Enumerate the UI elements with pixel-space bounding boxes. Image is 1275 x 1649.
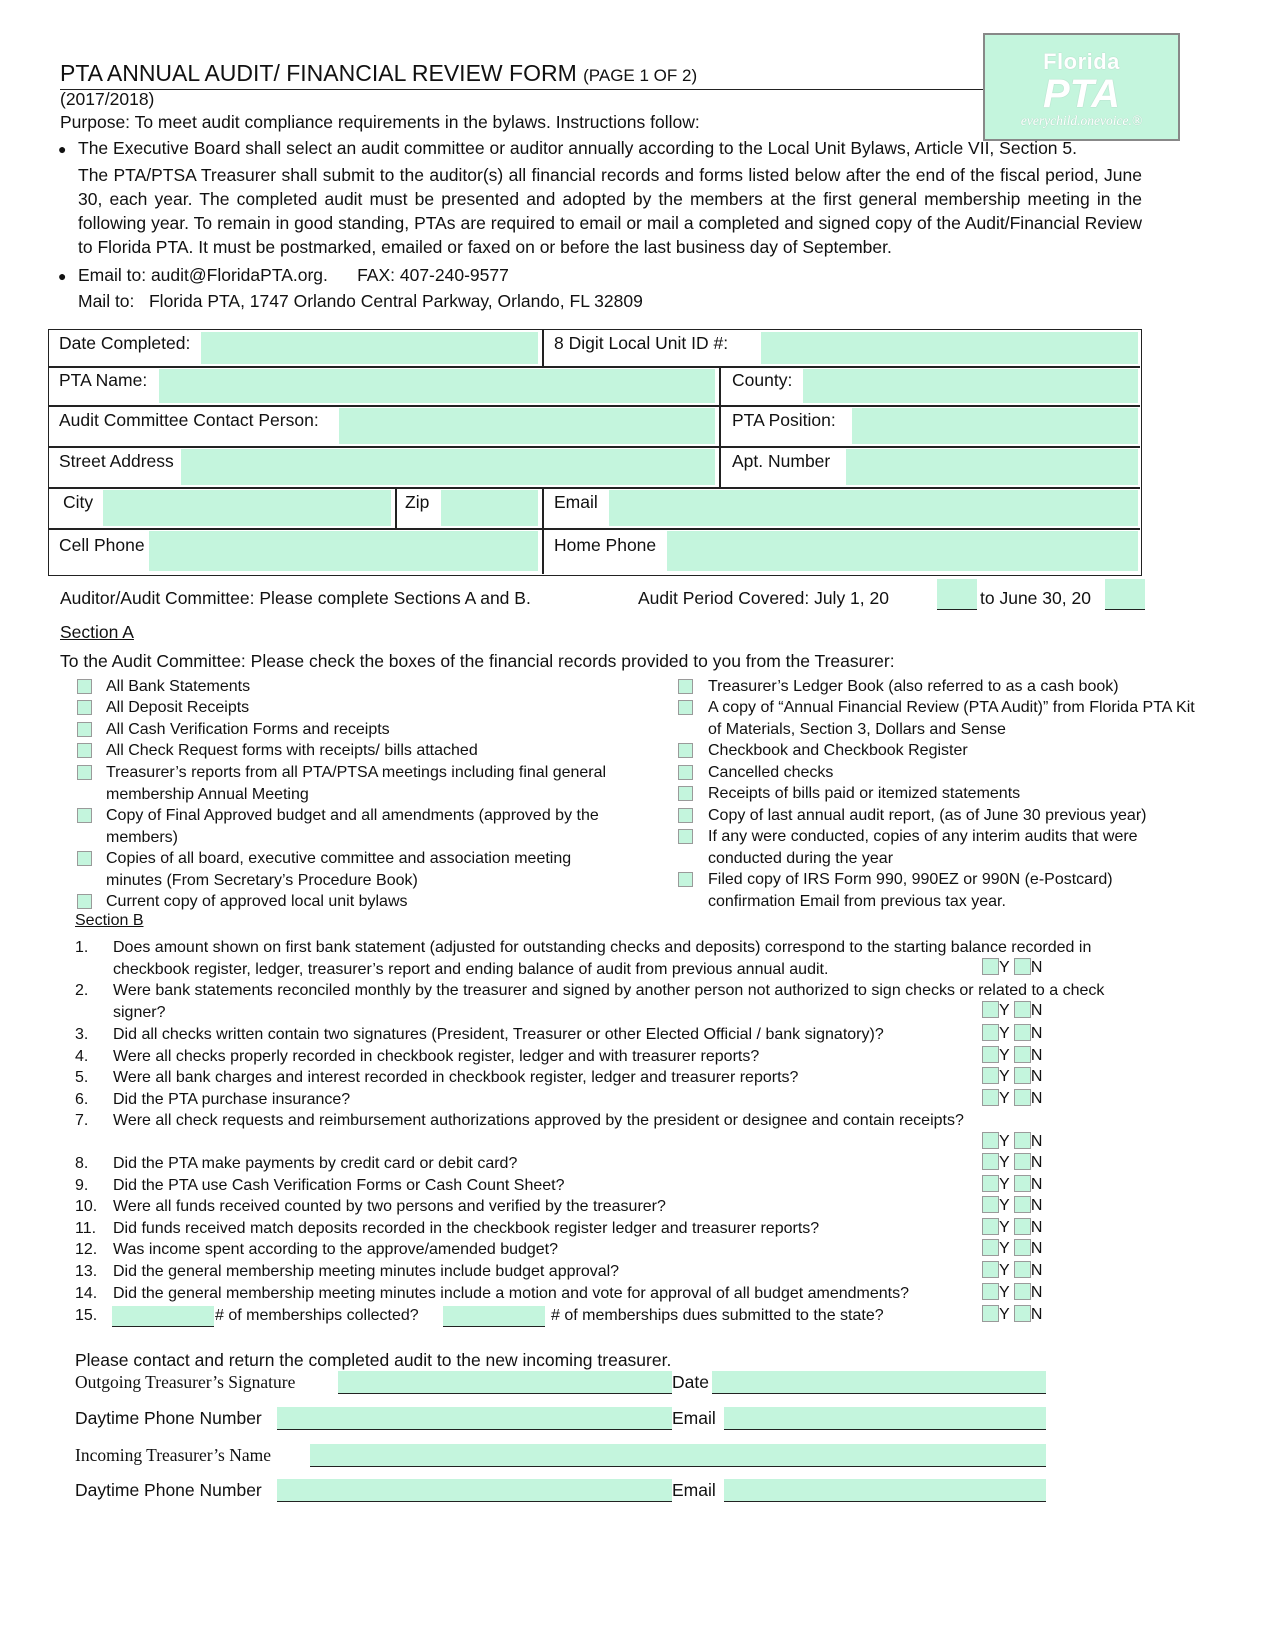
yes-checkbox[interactable] (982, 1239, 999, 1256)
no-checkbox[interactable] (1014, 1153, 1031, 1170)
zip-label: Zip (405, 492, 430, 512)
form-title-text: PTA ANNUAL AUDIT/ FINANCIAL REVIEW FORM (60, 60, 577, 86)
yes-label: Y (999, 1176, 1010, 1193)
question-text: Was income spent according to the approve/amended budget? (113, 1241, 559, 1258)
table-rule (49, 405, 1140, 407)
question-text: Did the general membership meeting minutes include a motion and vote for approval of all budget amendments? (113, 1285, 910, 1302)
question-number: 6. (75, 1091, 89, 1108)
question-number: 13. (75, 1263, 98, 1280)
yes-label: Y (999, 1197, 1010, 1214)
cell-phone-field[interactable] (149, 531, 538, 571)
county-field[interactable] (803, 369, 1138, 403)
no-checkbox[interactable] (1014, 1001, 1031, 1018)
table-rule (49, 487, 1140, 489)
street-address-field[interactable] (181, 449, 715, 485)
unit-id-label: 8 Digit Local Unit ID #: (554, 333, 729, 353)
record-item: All Cash Verification Forms and receipts (106, 721, 390, 738)
instruction-bullet-1: The Executive Board shall select an audit committee or auditor annually according to the Local Unit Bylaws, Article VII, Section 5. (78, 138, 1077, 158)
no-label: N (1030, 1306, 1043, 1323)
instruction-paragraph: The PTA/PTSA Treasurer shall submit to the auditor(s) all financial records and forms listed below after the end of the fiscal period, June 30, each year. The completed audit must be presented and adopted by the members at the first general membership meeting in the following year. To remain in good standing, PTAs are required to email or mail a completed and signed copy of the Audit/Financial Review to Florida PTA. It must be postmarked, emailed or faxed on or before the last business day of September. (78, 165, 1142, 257)
records-checkbox[interactable] (77, 851, 92, 866)
records-checkbox[interactable] (678, 700, 693, 715)
no-label: N (1030, 1219, 1043, 1236)
table-rule (719, 366, 721, 488)
table-rule (49, 366, 1140, 368)
question-text: Does amount shown on first bank statement (adjusted for outstanding checks and deposits) correspond to the starting balance recorded in checkbook register, ledger, treasurer’s report and ending balance of audit from previous annual audit. (113, 939, 1092, 978)
incoming-email-field[interactable] (724, 1479, 1046, 1502)
no-checkbox[interactable] (1014, 1218, 1031, 1235)
yes-no-group (982, 1175, 1042, 1194)
no-checkbox[interactable] (1014, 1132, 1031, 1149)
apt-number-label: Apt. Number (732, 451, 831, 471)
records-checkbox[interactable] (77, 808, 92, 823)
no-label: N (1030, 959, 1043, 976)
yes-checkbox[interactable] (982, 1001, 999, 1018)
yes-label: Y (999, 1262, 1010, 1279)
date-completed-label: Date Completed: (59, 333, 191, 353)
no-label: N (1030, 1133, 1043, 1150)
outgoing-signature-field[interactable] (338, 1371, 672, 1394)
question-text: Did the PTA make payments by credit card or debit card? (113, 1155, 518, 1172)
purpose-text: Purpose: To meet audit compliance requirements in the bylaws. Instructions follow: (60, 112, 700, 132)
question-number: 2. (75, 982, 89, 999)
question-number: 1. (75, 939, 89, 956)
yes-checkbox[interactable] (982, 1196, 999, 1213)
question-number: 8. (75, 1155, 89, 1172)
yes-checkbox[interactable] (982, 1261, 999, 1278)
no-label: N (1030, 1197, 1043, 1214)
email-label-1: Email (672, 1408, 716, 1428)
yes-no-group (982, 1196, 1042, 1215)
yes-checkbox[interactable] (982, 1283, 999, 1300)
table-rule (395, 487, 397, 528)
yes-label: Y (999, 1219, 1010, 1236)
phone-label-1: Daytime Phone Number (75, 1408, 262, 1428)
records-checkbox[interactable] (77, 679, 92, 694)
incoming-phone-field[interactable] (277, 1479, 672, 1502)
pta-position-field[interactable] (852, 408, 1138, 444)
contact-person-field[interactable] (339, 408, 715, 444)
yes-no-group (982, 1218, 1042, 1237)
question-number: 5. (75, 1069, 89, 1086)
no-label: N (1030, 1154, 1043, 1171)
question-number: 14. (75, 1285, 98, 1302)
date-completed-field[interactable] (201, 332, 538, 364)
question-text: Were all checks properly recorded in checkbook register, ledger and with treasurer reports? (113, 1048, 760, 1065)
question-number: 11. (75, 1220, 97, 1237)
street-address-label: Street Address (59, 451, 174, 471)
incoming-name-field[interactable] (310, 1444, 1046, 1467)
mail-line: Mail to: Florida PTA, 1747 Orlando Central Parkway, Orlando, FL 32809 (78, 291, 643, 311)
question-text: Were all check requests and reimbursement authorizations approved by the president or designee and contain receipts? (113, 1112, 964, 1129)
question-number: 10. (75, 1198, 98, 1215)
question-number: 7. (75, 1112, 89, 1129)
section-a-intro: To the Audit Committee: Please check the boxes of the financial records provided to you from the Treasurer: (60, 651, 895, 671)
yes-label: Y (999, 1025, 1010, 1042)
yes-no-group (982, 1153, 1042, 1172)
question-number: 4. (75, 1048, 89, 1065)
memberships-submitted-label: # of memberships dues submitted to the state? (551, 1307, 884, 1324)
apt-number-field[interactable] (846, 449, 1138, 485)
bullet-icon: ● (58, 141, 67, 157)
yes-label: Y (999, 1133, 1010, 1150)
yes-checkbox[interactable] (982, 1046, 999, 1063)
record-item: Cancelled checks (708, 764, 834, 781)
no-checkbox[interactable] (1014, 958, 1031, 975)
yes-no-group (982, 1305, 1042, 1324)
home-phone-label: Home Phone (554, 535, 657, 555)
record-item: Checkbook and Checkbook Register (708, 742, 968, 759)
no-checkbox[interactable] (1014, 1046, 1031, 1063)
date-label: Date (672, 1372, 709, 1392)
question-text: Did the general membership meeting minutes include budget approval? (113, 1263, 620, 1280)
question-text: Were bank statements reconciled monthly by the treasurer and signed by another person not authorized to sign checks or related to a check signer? (113, 982, 1105, 1021)
question-number: 15. (75, 1307, 98, 1324)
yes-no-group (982, 1089, 1042, 1108)
yes-label: Y (999, 1306, 1010, 1323)
record-item: A copy of “Annual Financial Review (PTA Audit)” from Florida PTA Kit of Materials, Section 3, Dollars and Sense (708, 699, 1195, 738)
record-item: If any were conducted, copies of any interim audits that were conducted during the year (708, 828, 1138, 867)
no-label: N (1030, 1068, 1043, 1085)
audit-end-year-field[interactable] (1105, 579, 1145, 610)
no-label: N (1030, 1025, 1043, 1042)
audit-period-end-label: to June 30, 20 (980, 588, 1091, 608)
county-label: County: (732, 370, 793, 390)
question-number: 12. (75, 1241, 98, 1258)
email-fax-line: Email to: audit@FloridaPTA.org. FAX: 407-240-9577 (78, 265, 509, 285)
table-rule (49, 446, 1140, 448)
yes-label: Y (999, 1090, 1010, 1107)
yes-label: Y (999, 1284, 1010, 1301)
records-checkbox[interactable] (678, 679, 693, 694)
no-checkbox[interactable] (1014, 1239, 1031, 1256)
return-note: Please contact and return the completed audit to the new incoming treasurer. (75, 1350, 672, 1370)
records-checkbox[interactable] (678, 872, 693, 887)
yes-label: Y (999, 1240, 1010, 1257)
records-checkbox[interactable] (678, 786, 693, 801)
question-text: Were all bank charges and interest recorded in checkbook register, ledger and treasurer reports? (113, 1069, 799, 1086)
yes-checkbox[interactable] (982, 1067, 999, 1084)
form-year: (2017/2018) (60, 89, 155, 109)
record-item: Receipts of bills paid or itemized statements (708, 785, 1021, 802)
outgoing-signature-label: Outgoing Treasurer’s Signature (75, 1372, 296, 1392)
unit-id-field[interactable] (761, 332, 1138, 364)
no-label: N (1030, 1284, 1043, 1301)
no-label: N (1030, 1090, 1043, 1107)
question-text: Did the PTA purchase insurance? (113, 1091, 351, 1108)
record-item: All Deposit Receipts (106, 699, 250, 716)
outgoing-email-field[interactable] (724, 1407, 1046, 1430)
no-checkbox[interactable] (1014, 1261, 1031, 1278)
page-note: (PAGE 1 OF 2) (583, 66, 698, 85)
no-label: N (1030, 1240, 1043, 1257)
signature-date-field[interactable] (712, 1371, 1046, 1394)
yes-no-group (982, 1239, 1042, 1258)
no-label: N (1030, 1002, 1043, 1019)
question-number: 3. (75, 1026, 89, 1043)
no-checkbox[interactable] (1014, 1089, 1031, 1106)
yes-checkbox[interactable] (982, 1024, 999, 1041)
yes-label: Y (999, 1068, 1010, 1085)
email-field[interactable] (609, 490, 1138, 526)
email-label: Email (554, 492, 598, 512)
record-item: All Check Request forms with receipts/ bills attached (106, 742, 478, 759)
logo-text-pta: PTA (1042, 72, 1121, 116)
table-rule (542, 330, 544, 366)
committee-instruction: Auditor/Audit Committee: Please complete Sections A and B. (60, 588, 531, 608)
question-number: 9. (75, 1177, 89, 1194)
home-phone-field[interactable] (667, 531, 1138, 571)
section-a-heading: Section A (60, 622, 134, 642)
no-checkbox[interactable] (1014, 1024, 1031, 1041)
logo-tagline: everychild.onevoice.® (1020, 113, 1143, 128)
no-label: N (1030, 1262, 1043, 1279)
no-checkbox[interactable] (1014, 1305, 1031, 1322)
zip-field[interactable] (441, 490, 538, 526)
question-text: Did funds received match deposits recorded in the checkbook register ledger and treasurer reports? (113, 1220, 820, 1237)
table-rule (542, 487, 544, 574)
memberships-collected-field[interactable] (112, 1306, 214, 1327)
yes-checkbox[interactable] (982, 1089, 999, 1106)
pta-name-label: PTA Name: (59, 370, 148, 390)
no-checkbox[interactable] (1014, 1067, 1031, 1084)
yes-checkbox[interactable] (982, 1132, 999, 1149)
city-field[interactable] (103, 490, 391, 526)
record-item: Copy of last annual audit report, (as of June 30 previous year) (708, 807, 1147, 824)
question-text: Did the PTA use Cash Verification Forms or Cash Count Sheet? (113, 1177, 565, 1194)
pta-name-field[interactable] (159, 369, 715, 403)
logo-text-florida: Florida (1043, 49, 1120, 74)
records-checkbox[interactable] (678, 743, 693, 758)
audit-period-start-label: Audit Period Covered: July 1, 20 (638, 588, 889, 608)
question-text: Were all funds received counted by two persons and verified by the treasurer? (113, 1198, 666, 1215)
florida-pta-logo (983, 33, 1180, 141)
yes-no-group (982, 958, 1042, 977)
audit-start-year-field[interactable] (937, 579, 977, 610)
record-item: Copies of all board, executive committee and association meeting minutes (From Secretary’s Procedure Book) (106, 850, 572, 889)
section-b-heading: Section B (75, 912, 144, 929)
yes-checkbox[interactable] (982, 1305, 999, 1322)
records-checkbox[interactable] (678, 808, 693, 823)
record-item: Treasurer’s Ledger Book (also referred to as a cash book) (708, 678, 1119, 695)
no-checkbox[interactable] (1014, 1283, 1031, 1300)
yes-label: Y (999, 1154, 1010, 1171)
records-checkbox[interactable] (77, 722, 92, 737)
yes-no-group (982, 1067, 1042, 1086)
records-checkbox[interactable] (678, 829, 693, 844)
yes-label: Y (999, 959, 1010, 976)
email-label-2: Email (672, 1480, 716, 1500)
cell-phone-label: Cell Phone (59, 535, 145, 555)
yes-label: Y (999, 1002, 1010, 1019)
records-checkbox[interactable] (77, 894, 92, 909)
records-checkbox[interactable] (77, 765, 92, 780)
yes-no-group (982, 1046, 1042, 1065)
bullet-icon: ● (58, 268, 67, 284)
contact-person-label: Audit Committee Contact Person: (59, 410, 319, 430)
phone-label-2: Daytime Phone Number (75, 1480, 262, 1500)
no-label: N (1030, 1047, 1043, 1064)
record-item: Copy of Final Approved budget and all amendments (approved by the members) (106, 807, 599, 846)
yes-checkbox[interactable] (982, 1175, 999, 1192)
yes-no-group (982, 1261, 1042, 1280)
yes-no-group (982, 1132, 1042, 1151)
table-rule (49, 528, 1140, 530)
memberships-collected-label: # of memberships collected? (215, 1307, 419, 1324)
records-checkbox[interactable] (678, 765, 693, 780)
records-checkbox[interactable] (77, 743, 92, 758)
record-item: All Bank Statements (106, 678, 251, 695)
yes-no-group (982, 1001, 1042, 1020)
contact-info-table (48, 329, 1142, 576)
yes-no-group (982, 1024, 1042, 1043)
record-item: Filed copy of IRS Form 990, 990EZ or 990N (e-Postcard) confirmation Email from previous tax year. (708, 871, 1113, 910)
yes-no-group (982, 1283, 1042, 1302)
pta-position-label: PTA Position: (732, 410, 836, 430)
records-checkbox[interactable] (77, 700, 92, 715)
record-item: Treasurer’s reports from all PTA/PTSA meetings including final general membership Annual Meeting (106, 764, 607, 803)
outgoing-phone-field[interactable] (277, 1407, 672, 1430)
no-checkbox[interactable] (1014, 1175, 1031, 1192)
no-label: N (1030, 1176, 1043, 1193)
question-text: Did all checks written contain two signatures (President, Treasurer or other Elected Official / bank signatory)? (113, 1026, 884, 1043)
yes-checkbox[interactable] (982, 1153, 999, 1170)
no-checkbox[interactable] (1014, 1196, 1031, 1213)
yes-label: Y (999, 1047, 1010, 1064)
record-item: Current copy of approved local unit bylaws (106, 893, 408, 910)
yes-checkbox[interactable] (982, 958, 999, 975)
city-label: City (63, 492, 94, 512)
yes-checkbox[interactable] (982, 1218, 999, 1235)
memberships-submitted-field[interactable] (443, 1306, 545, 1327)
form-title (60, 60, 990, 90)
incoming-name-label: Incoming Treasurer’s Name (75, 1445, 272, 1465)
